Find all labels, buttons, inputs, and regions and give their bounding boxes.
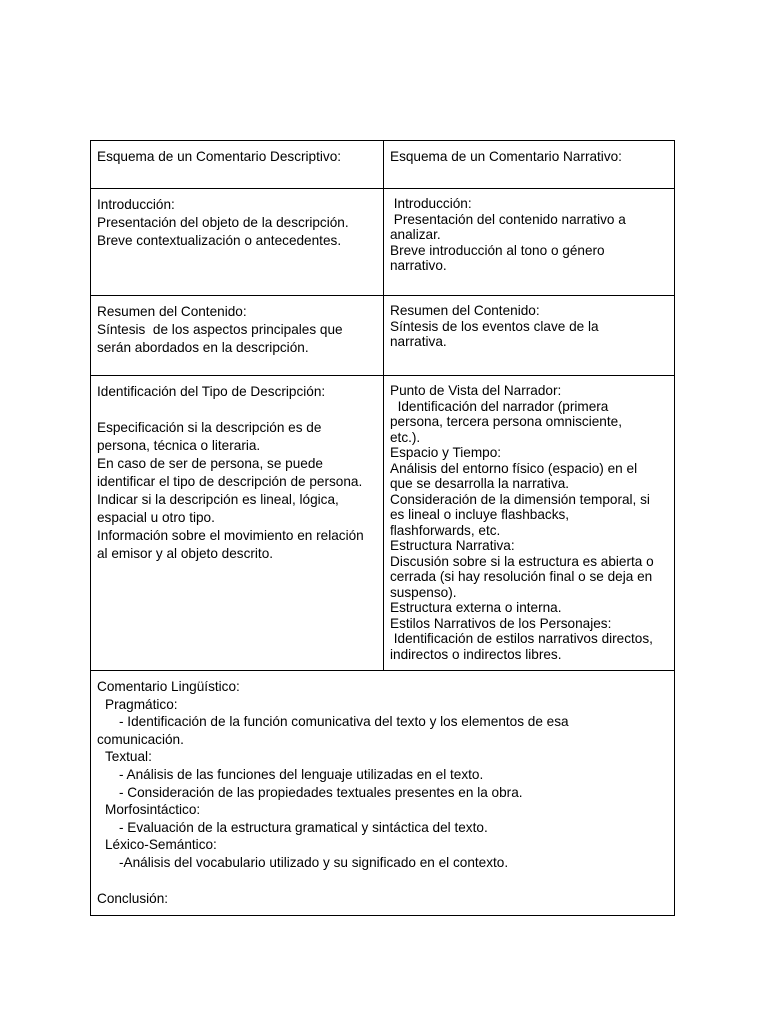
table-row-summary	[91, 296, 675, 376]
text-line: Introducción:	[390, 196, 472, 211]
comment-schema-table	[90, 140, 675, 916]
descriptive-header-text: Esquema de un Comentario Descriptivo:	[97, 149, 342, 164]
text-line: narrativo.	[390, 258, 447, 273]
text-line: Estructura externa o interna.	[390, 600, 562, 615]
table-row-intro	[91, 189, 675, 296]
list-item-continuation: comunicación.	[97, 731, 184, 747]
text-line: analizar.	[390, 227, 441, 242]
list-item: -Análisis del vocabulario utilizado y su significado en el contexto.	[119, 854, 509, 870]
text-line: Resumen del Contenido:	[390, 303, 540, 318]
text-line: Estructura Narrativa:	[390, 538, 515, 553]
text-line: serán abordados en la descripción.	[97, 340, 309, 355]
spacer	[97, 872, 668, 890]
cell-narrative-intro	[384, 189, 675, 296]
text-line: En caso de ser de persona, se puede	[97, 456, 323, 471]
text-line: Identificación de estilos narrativos directos,	[390, 631, 653, 646]
table-row-type	[91, 376, 675, 671]
text-line: Identificación del narrador (primera	[390, 398, 609, 414]
text-line: Presentación del objeto de la descripción.	[97, 215, 349, 230]
lexical-semantic-title: Léxico-Semántico:	[105, 837, 217, 853]
morphosyntactic-title: Morfosintáctico:	[105, 802, 201, 818]
spacer	[97, 401, 377, 419]
text-line: Punto de Vista del Narrador:	[390, 383, 562, 398]
text-line: Breve contextualización o antecedentes.	[97, 233, 342, 248]
cell-descriptive-header	[91, 141, 384, 189]
text-line: Síntesis de los aspectos principales que	[97, 322, 343, 337]
cell-descriptive-summary	[91, 296, 384, 376]
linguistic-title: Comentario Lingüístico:	[97, 679, 240, 694]
text-line: Introducción:	[97, 197, 175, 212]
text-line: que se desarrolla la narrativa.	[390, 476, 570, 491]
text-line: Indicar si la descripción es lineal, lógica,	[97, 492, 339, 507]
text-line: Breve introducción al tono o género	[390, 242, 605, 258]
text-line: es lineal o incluye flashbacks,	[390, 507, 570, 522]
text-line: Especificación si la descripción es de	[97, 420, 322, 435]
text-line: Análisis del entorno físico (espacio) en el	[390, 460, 638, 476]
cell-descriptive-intro	[91, 189, 384, 296]
cell-linguistic-comment	[91, 671, 675, 916]
text-line: Síntesis de los eventos clave de la	[390, 318, 599, 334]
text-line: espacial u otro tipo.	[97, 510, 215, 525]
text-line: Discusión sobre si la estructura es abierta o	[390, 553, 654, 569]
list-item: - Identificación de la función comunicativa del texto y los elementos de esa	[119, 714, 569, 730]
text-line: Espacio y Tiempo:	[390, 445, 502, 460]
cell-narrative-type	[384, 376, 675, 671]
text-line: Información sobre el movimiento en relación	[97, 528, 364, 543]
text-line: Consideración de la dimensión temporal, si	[390, 491, 650, 507]
cell-narrative-summary	[384, 296, 675, 376]
table-row-header	[91, 141, 675, 189]
text-line: suspenso).	[390, 584, 457, 600]
text-line: indirectos o indirectos libres.	[390, 646, 562, 662]
text-line: flashforwards, etc.	[390, 522, 501, 538]
text-line: persona, técnica o literaria.	[97, 438, 261, 453]
cell-narrative-header	[384, 141, 675, 189]
textual-title: Textual:	[105, 749, 152, 765]
pragmatic-title: Pragmático:	[105, 696, 178, 712]
list-item: - Análisis de las funciones del lenguaje utilizadas en el texto.	[119, 766, 484, 782]
text-line: persona, tercera persona omnisciente,	[390, 414, 622, 429]
text-line: Presentación del contenido narrativo a	[390, 211, 626, 227]
narrative-header-text: Esquema de un Comentario Narrativo:	[390, 149, 622, 164]
list-item: - Evaluación de la estructura gramatical y sintáctica del texto.	[119, 819, 488, 835]
text-line: identificar el tipo de descripción de persona.	[97, 474, 363, 489]
text-line: narrativa.	[390, 334, 447, 349]
cell-descriptive-type	[91, 376, 384, 671]
text-line: etc.).	[390, 429, 421, 445]
table-row-linguistic	[91, 671, 675, 916]
text-line: Estilos Narrativos de los Personajes:	[390, 615, 612, 631]
text-line: cerrada (si hay resolución final o se deja en	[390, 569, 653, 584]
text-line: al emisor y al objeto descrito.	[97, 546, 274, 561]
conclusion-title: Conclusión:	[97, 890, 169, 906]
type-title: Identificación del Tipo de Descripción:	[97, 384, 326, 399]
list-item: - Consideración de las propiedades textuales presentes en la obra.	[119, 784, 523, 800]
text-line: Resumen del Contenido:	[97, 304, 247, 319]
